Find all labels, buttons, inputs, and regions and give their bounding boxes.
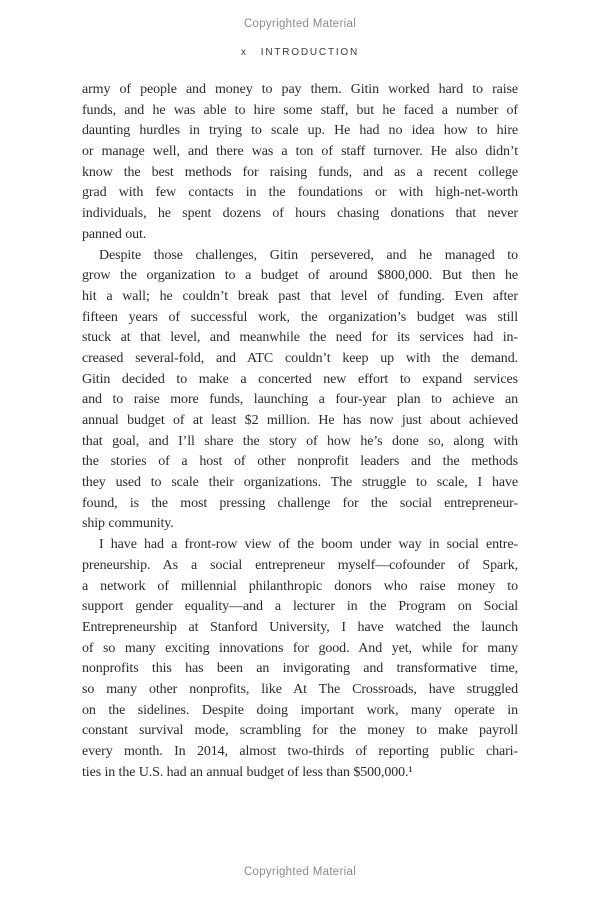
- text-line: ship community.: [82, 516, 174, 532]
- text-line: preneurship. As a social entrepreneur myself—cofounder of Spark,: [82, 557, 518, 573]
- text-line: that goal, and I’ll share the story of how he’s done so, along with: [82, 433, 518, 449]
- copyright-notice-top: Copyrighted Material: [243, 18, 357, 30]
- text-line: panned out.: [82, 226, 147, 242]
- text-line: they used to scale their organizations. The struggle to scale, I have: [82, 475, 518, 491]
- text-line: so many other nonprofits, like At The Crossroads, have struggled: [82, 681, 518, 697]
- text-line: funds, and he was able to hire some staff, but he faced a number of: [82, 102, 518, 118]
- chapter-title: INTRODUCTION: [260, 47, 360, 58]
- text-line: know the best methods for raising funds, and as a recent college: [82, 164, 518, 180]
- text-line: hit a wall; he couldn’t break past that level of funding. Even after: [82, 288, 518, 304]
- running-head: [0, 47, 600, 58]
- text-line: grow the organization to a budget of around $800,000. But then he: [82, 268, 518, 284]
- text-line: ties in the U.S. had an annual budget of less than $500,000.¹: [82, 764, 413, 780]
- text-line: the stories of a host of other nonprofit leaders and the methods: [82, 454, 518, 470]
- text-line: I have had a front-row view of the boom under way in social entre-: [99, 537, 518, 553]
- text-line: Gitin decided to make a concerted new effort to expand services: [82, 371, 518, 387]
- page-number: x: [240, 47, 248, 58]
- copyright-notice-bottom: Copyrighted Material: [243, 866, 357, 878]
- text-line: individuals, he spent dozens of hours chasing donations that never: [82, 206, 518, 222]
- text-line: support gender equality—and a lecturer in the Program on Social: [82, 599, 518, 615]
- text-line: a network of millennial philanthropic donors who raise money to: [82, 578, 518, 594]
- text-line: Entrepreneurship at Stanford University, I have watched the launch: [82, 619, 518, 635]
- text-line: or manage well, and there was a ton of staff turnover. He also didn’t: [82, 144, 518, 160]
- text-line: fifteen years of successful work, the organization’s budget was still: [82, 309, 518, 325]
- text-line: every month. In 2014, almost two-thirds of reporting public chari-: [82, 744, 518, 759]
- text-line: constant survival mode, scrambling for the money to make payroll: [82, 723, 518, 739]
- text-line: Despite those challenges, Gitin persevered, and he managed to: [99, 247, 518, 263]
- text-line: daunting hurdles in trying to scale up. He had no idea how to hire: [82, 123, 518, 139]
- text-line: nonprofits this has been an invigorating and transformative time,: [82, 661, 518, 677]
- text-line: grad with few contacts in the foundations or with high-net-worth: [82, 185, 518, 201]
- text-line: found, is the most pressing challenge for the social entrepreneur-: [82, 495, 518, 511]
- paragraph: [82, 246, 518, 536]
- text-line: creased several-fold, and ATC couldn’t keep up with the demand.: [82, 350, 518, 366]
- text-line: on the sidelines. Despite doing important work, many operate in: [82, 702, 518, 718]
- paragraph: [82, 535, 518, 783]
- text-line: annual budget of at least $2 million. He has now just about achieved: [82, 413, 518, 428]
- text-line: of so many exciting innovations for good. And yet, while for many: [82, 640, 518, 656]
- text-line: army of people and money to pay them. Gitin worked hard to raise: [82, 82, 518, 97]
- text-line: and to raise more funds, launching a four-year plan to achieve an: [82, 392, 518, 408]
- text-line: stuck at that level, and meanwhile the need for its services had in-: [82, 330, 518, 346]
- paragraph: [82, 80, 518, 246]
- body-text: [82, 80, 518, 783]
